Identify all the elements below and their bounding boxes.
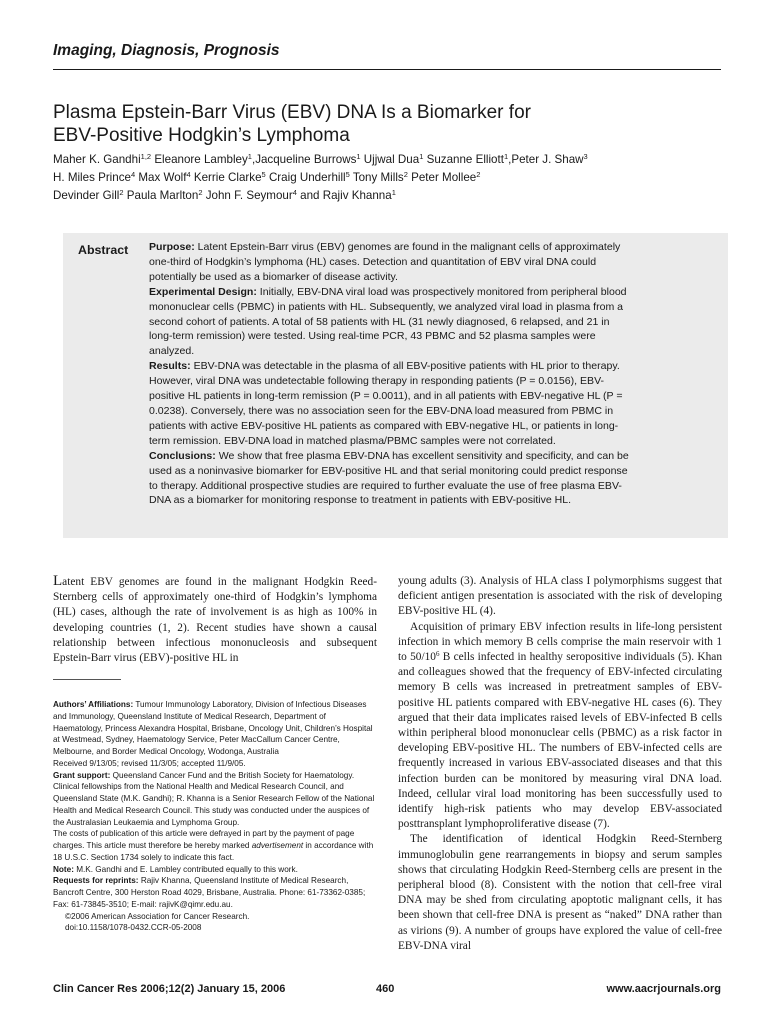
author-name: Rajiv Khanna (322, 189, 392, 202)
author-affiliation: 4 (186, 170, 191, 179)
dropcap: L (53, 573, 63, 589)
author-name: H. Miles Prince (53, 171, 131, 184)
author-name: Tony Mills (352, 171, 404, 184)
footnote-note (53, 864, 377, 876)
footnote-reprints (53, 875, 377, 910)
footnote-affiliations (53, 699, 377, 758)
author-name: Peter J. Shaw (511, 153, 584, 166)
author-name: John F. Seymour (205, 189, 293, 202)
section-label: Imaging, Diagnosis, Prognosis (53, 42, 280, 59)
author-line (53, 187, 721, 205)
article-title (53, 101, 721, 147)
footer-url[interactable]: www.aacrjournals.org (606, 983, 721, 995)
author-affiliation: 3 (583, 152, 588, 161)
author-name: Eleanore Lambley (154, 153, 248, 166)
author-affiliation: 1 (391, 188, 396, 197)
author-name: Maher K. Gandhi (53, 153, 141, 166)
conclusions-text: We show that free plasma EBV-DNA has excellent sensitivity and specificity, and can be used as a noninvasive biomarker for EBV-positive HL and that serial monitoring could predict response to therapy. Additional prospective studies are required to further evaluate the use of free plasma EBV-DNA as a biomarker for monitoring response to treatment in patients with EBV-positive HL. (149, 449, 629, 507)
footnote-copyright: ©2006 American Association for Cancer Research. (65, 911, 250, 921)
body-paragraph: young adults (3). Analysis of HLA class I polymorphisms suggest that deficient antigen presentation is associated with the risk of developing EBV-positive HL (4). (398, 575, 722, 618)
abstract-design (149, 285, 629, 360)
note-label: Note: (53, 864, 74, 874)
reprints-label: Requests for reprints: (53, 876, 139, 886)
costs-text-end: in accordance with 18 U.S.C. Section 1734 solely to indicate this fact. (53, 841, 374, 862)
footnote-doi: doi:10.1158/1078-0432.CCR-05-2008 (65, 923, 202, 933)
grant-label: Grant support: (53, 770, 111, 780)
author-affiliation: 1 (503, 152, 509, 161)
author-affiliation: 4 (130, 170, 136, 179)
author-name: Kerrie Clarke (193, 171, 262, 184)
author-affiliation: 1 (356, 152, 361, 161)
author-name: Suzanne Elliott (426, 153, 504, 166)
author-affiliation: 1 (247, 152, 252, 161)
footer-page-number: 460 (376, 983, 395, 995)
title-line-2: EBV-Positive Hodgkin’s Lymphoma (53, 125, 350, 146)
author-name: Devinder Gill (53, 189, 120, 202)
affiliations-text: Tumour Immunology Laboratory, Division of Infectious Diseases and Immunology, Queensland Institute of Medical Research, Department of Haematology, Princess Alexandra Hospital, Brisbane, Oncology Unit, Children’s Hospital at Westmead, Sydney, Haematology Service, Peter MacCallum Cancer Centre, Melbourne, and Border Medical Oncology, Wodonga, Australia (53, 700, 373, 756)
conclusions-label: Conclusions: (149, 449, 216, 462)
paragraph-text: Acquisition of primary EBV infection results in life-long persistent infection in which memory B cells comprise the main reservoir with 1 to 50/10 (398, 620, 722, 664)
authors-conjunction: and (300, 189, 320, 202)
costs-text: The costs of publication of this article were defrayed in part by the payment of page charges. This article must therefore be hereby marked (53, 829, 355, 850)
results-label: Results: (149, 360, 191, 373)
author-affiliation: 2 (476, 170, 481, 179)
author-name: Paula Marlton (126, 189, 199, 202)
body-column-left (53, 574, 377, 666)
author-affiliation: 2 (403, 170, 408, 179)
purpose-label: Purpose: (149, 241, 195, 253)
author-line (53, 169, 721, 187)
body-paragraph (53, 574, 377, 666)
author-affiliation: 5 (261, 170, 266, 179)
body-paragraph: The identification of identical Hodgkin Reed-Sternberg immunoglobulin gene rearrangements in biopsy and serum samples shows that circulating Hodgkin Reed-Sternberg cells are present in the peripheral blood (8). Consistent with the notion that cell-free viral DNA may be shed from circulating apoptotic malignant cells, it has been shown that cell-free DNA is present as “naked” DNA rather than as virions (9). A number of groups have explored the value of cell-free EBV-DNA viral (398, 833, 722, 952)
affiliations-label: Authors’ Affiliations: (53, 700, 134, 709)
footnote-divider (53, 679, 121, 680)
design-label: Experimental Design: (149, 285, 257, 298)
grant-text: Queensland Cancer Fund and the British Society for Haematology. Clinical fellowships from the National Health and Medical Research Council, and Queensland State (M.K. Gandhi); R. Khanna is a Senior Research Fellow of the National Health and Medical Research Council. This study was conducted under the auspices of the Australasian Leukaemia and Lymphoma Group. (53, 770, 375, 827)
abstract-body (149, 240, 629, 508)
author-name: Ujjwal Dua (363, 153, 420, 166)
abstract-conclusions (149, 449, 629, 509)
author-list (53, 151, 721, 205)
author-name: Jacqueline Burrows (255, 153, 357, 166)
purpose-text: Latent Epstein-Barr virus (EBV) genomes are found in the malignant cells of approximately one-third of Hodgkin’s lymphoma (HL) cases. Detection and quantitation of EBV viral DNA could potentially be used as a biomarker of disease activity. (149, 241, 621, 283)
costs-italic: advertisement (251, 841, 304, 850)
title-line-1: Plasma Epstein-Barr Virus (EBV) DNA Is a Biomarker for (53, 102, 531, 123)
footnote-costs (53, 828, 377, 863)
header-divider (53, 69, 721, 70)
design-text: Initially, EBV-DNA viral load was prospectively monitored from peripheral blood mononuclear cells (PBMC) in patients with HL. Subsequently, we analyzed viral load in plasma from a second cohort of patients. A total of 58 patients with HL (31 newly diagnosed, 6 relapsed, and 21 in long-term remission) were tested. Using real-time PCR, 43 PBMC and 52 plasma samples were analyzed. (149, 285, 627, 358)
results-text: EBV-DNA was detectable in the plasma of all EBV-positive patients with HL prior to therapy. However, viral DNA was undetectable following therapy in responding patients (P = 0.0156), EBV-positive HL patients in long-term remission (P = 0.0011), and in all patients with EBV-negative HL (P = 0.0238). Conversely, there was no association seen for the EBV-DNA load measured from PBMC in patients with active EBV-positive HL patients as compared with EBV-negative HL, or patients in long-term remission. EBV-DNA load in matched plasma/PBMC samples were not correlated. (149, 360, 623, 447)
abstract-label: Abstract (78, 243, 129, 257)
footnote-received: Received 9/13/05; revised 11/3/05; accepted 11/9/05. (53, 758, 246, 768)
paragraph-text-cont: B cells infected in healthy seropositive individuals (5). Khan and colleagues showed that the frequency of EBV-infected circulating memory B cells was increased in pretreatment samples of EBV-positive HL patients compared with EBV-negative HL cases (6). They argued that their data implicates raised levels of EBV-infected B cells within peripheral blood mononuclear cells (PBMC) as a risk factor in developing EBV-positive HL. The numbers of EBV-infected cells are frequently increased in various EBV-associated diseases and that this infection burden can be monitored by measuring viral DNA load. Indeed, cellular viral load monitoring has been successfully used to identify high-risk patients who may develop EBV-associated posttransplant lymphoproliferative disease (7). (398, 651, 722, 831)
author-affiliation: 5 (345, 170, 350, 179)
footnotes (53, 699, 377, 934)
body-column-right (398, 574, 722, 954)
author-line: Maher K. Gandhi$^{1,2}$ Eleanore Lambley$^1$,Jacqueline Burrows$^1$ Ujjwal Dua$^1$ Suzanne Elliott$^1$,Peter J. Shaw$^3$ (53, 152, 588, 166)
reprints-text: Rajiv Khanna, Queensland Institute of Medical Research, Bancroft Centre, 300 Herston Road 4029, Brisbane, Australia. Phone: 61-73362-0385; Fax: 61-73845-3510; E-mail: rajivK@qimr.edu.au. (53, 876, 366, 909)
author-name: Max Wolf (138, 171, 187, 184)
author-affiliation: 1,2 (140, 152, 152, 161)
author-name: Craig Underhill (268, 171, 346, 184)
footer-journal: Clin Cancer Res 2006;12(2) January 15, 2006 (53, 983, 286, 995)
author-affiliation: 2 (198, 188, 203, 197)
author-name: Peter Mollee (411, 171, 477, 184)
note-text: M.K. Gandhi and E. Lambley contributed equally to this work. (76, 864, 298, 874)
footnote-grant (53, 770, 377, 829)
author-affiliation: 2 (119, 188, 124, 197)
author-affiliation: 4 (292, 188, 297, 197)
author-affiliation: 1 (419, 152, 424, 161)
body-paragraph (398, 620, 722, 833)
paragraph-text: atent EBV genomes are found in the malignant Hodgkin Reed-Sternberg cells of approximately one-third of Hodgkin’s lymphoma (HL) cases, although the rate of involvement is as high as 100% in developing countries (1, 2). Recent studies have shown a causal relationship between infectious mononucleosis and subsequent Epstein-Barr virus (EBV)-positive HL in (53, 576, 377, 665)
abstract-purpose (149, 240, 629, 285)
superscript: 6 (435, 650, 440, 659)
abstract-results (149, 359, 629, 448)
